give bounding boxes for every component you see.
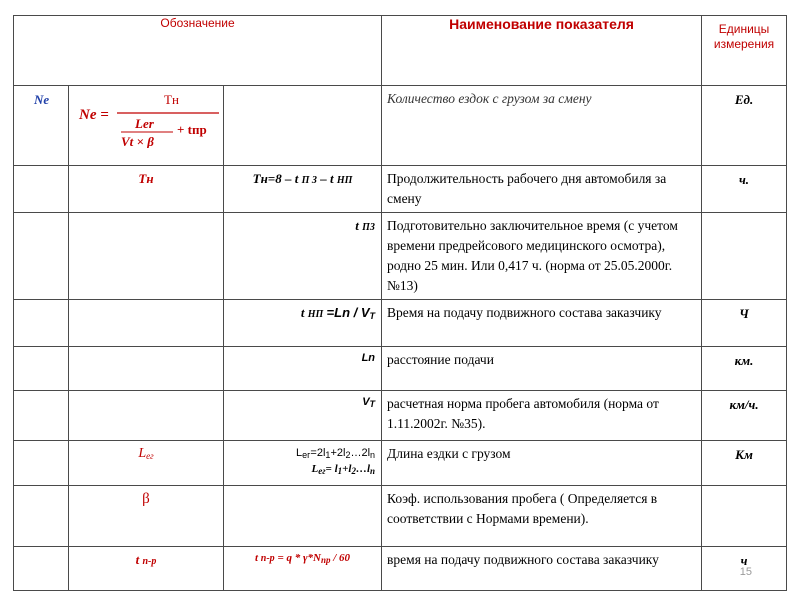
header-name: Наименование показателя [382, 16, 702, 86]
table-row [14, 213, 787, 300]
desc-tnp: Время на подачу подвижного состава заказчику [382, 300, 702, 347]
unit-vt: км/ч. [702, 391, 787, 441]
desc-vt: расчетная норма пробега автомобиля (норма от 1.11.2002г. №35). [382, 391, 702, 441]
desc-ne: Количество ездок с грузом за смену [382, 86, 702, 166]
formula-tn: Тн=8 – t П З – t НП [224, 166, 382, 213]
empty-cell [14, 300, 69, 347]
desc-leg: Длина ездки с грузом [382, 441, 702, 486]
empty-cell [224, 486, 382, 547]
table-row [14, 166, 787, 213]
svg-text:Vt × β: Vt × β [121, 134, 154, 148]
empty-cell [69, 347, 224, 391]
svg-text:Ne =: Ne = [79, 107, 109, 123]
unit-tn: ч. [702, 166, 787, 213]
desc-tpr: время на подачу подвижного состава заказчику [382, 547, 702, 591]
table-row [14, 486, 787, 547]
svg-text:Tн: Tн [164, 92, 179, 107]
desc-beta: Коэф. использования пробега ( Определяется в соответствии с Нормами времени). [382, 486, 702, 547]
empty-cell [69, 300, 224, 347]
table-row [14, 441, 787, 486]
symbol-beta: β [69, 486, 224, 547]
formula-ne-image [69, 86, 224, 148]
symbol-tpz: t ПЗ [224, 213, 382, 300]
empty-cell [14, 166, 69, 213]
symbol-vt: $V_T$ [224, 391, 382, 441]
empty-cell [224, 86, 382, 166]
page-number: 15 [739, 566, 752, 578]
empty-cell [69, 213, 224, 300]
empty-cell [14, 547, 69, 591]
desc-tn: Продолжительность рабочего дня автомобиля за смену [382, 166, 702, 213]
header-symbol: Обозначение [14, 16, 382, 86]
table-row [14, 86, 787, 166]
desc-tpz: Подготовительно заключительное время (с учетом времени предрейсового медицинского осмотра), родно 25 мин. Или 0,417 ч. (норма от 25.05.2000г. №13) [382, 213, 702, 300]
svg-text:Ler: Ler [135, 116, 154, 131]
table-row [14, 347, 787, 391]
desc-ln: расстояние подачи [382, 347, 702, 391]
symbol-tpr: t п-р [69, 547, 224, 591]
symbol-leg: $L_{ег}$ [69, 441, 224, 486]
table-row [14, 300, 787, 347]
unit-ne: Ед. [702, 86, 787, 166]
symbol-ln: Ln [224, 347, 382, 391]
empty-cell [14, 441, 69, 486]
symbol-tn: Тн [69, 166, 224, 213]
unit-ln: км. [702, 347, 787, 391]
header-unit: Единицы измерения [702, 16, 787, 86]
formula-ne [69, 86, 224, 166]
unit-tpr: ч [702, 547, 787, 591]
formula-tpr: t $п-р = q * \gamma*N_{пр} / 60$ [224, 547, 382, 591]
svg-text:+ tпр: + tпр [177, 122, 207, 137]
empty-cell [69, 391, 224, 441]
empty-cell [14, 347, 69, 391]
empty-cell [14, 486, 69, 547]
table-row [14, 391, 787, 441]
formula-tnp: t НП $=Ln / V_T$ [224, 300, 382, 347]
unit-tnp: Ч [702, 300, 787, 347]
table-row [14, 547, 787, 591]
unit-leg: Км [702, 441, 787, 486]
unit-tpz [702, 213, 787, 300]
unit-beta [702, 486, 787, 547]
empty-cell [14, 213, 69, 300]
formula-leg: $L_{ег}=2l_1+2l_2\dots 2l_n$ $L_{ег}=$ $l_1+l_2\dots l_n$ [224, 441, 382, 486]
empty-cell [14, 391, 69, 441]
indicators-table [13, 15, 787, 591]
header-row [14, 16, 787, 86]
symbol-ne: Ne [14, 86, 69, 166]
